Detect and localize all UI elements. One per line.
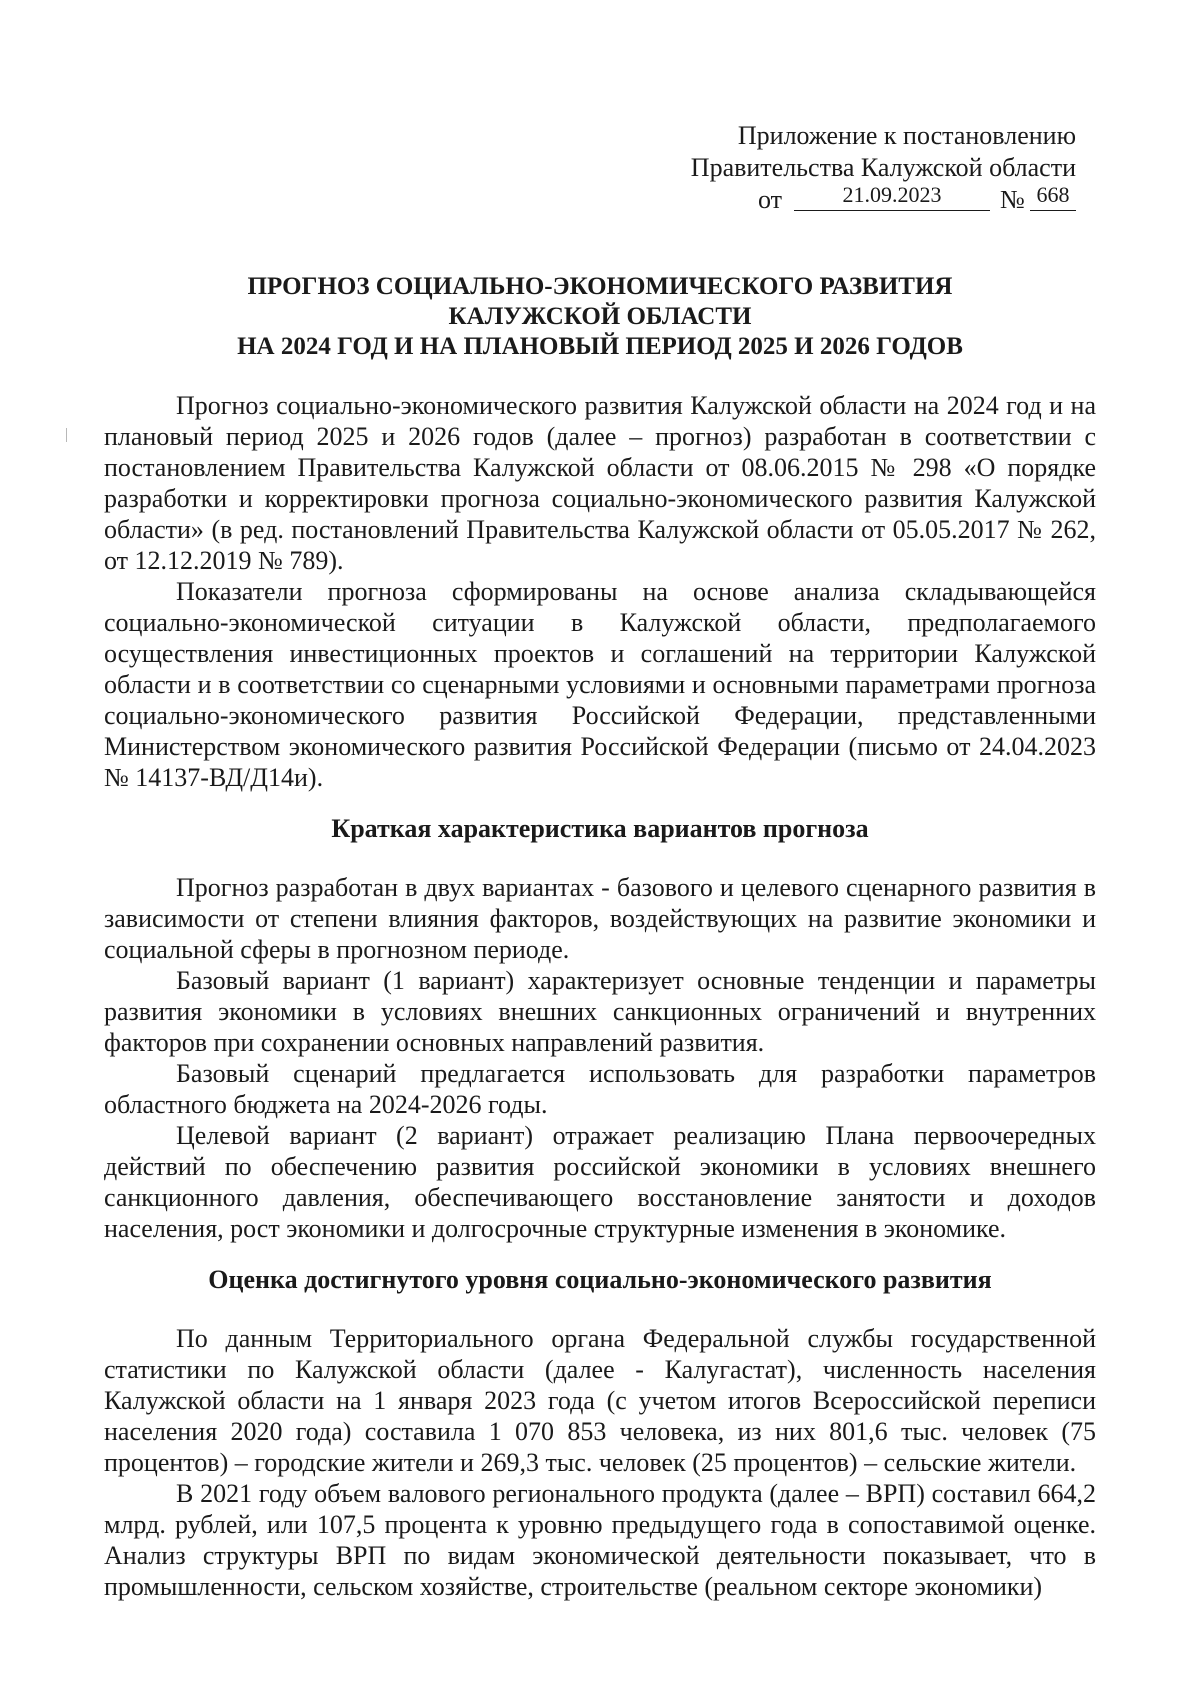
appendix-header: [691, 120, 1076, 216]
document-body: [104, 390, 1096, 1602]
title-line-1: ПРОГНОЗ СОЦИАЛЬНО-ЭКОНОМИЧЕСКОГО РАЗВИТИЯ: [247, 273, 953, 300]
decree-date: 21.09.2023: [794, 180, 990, 211]
appendix-line-2: Правительства Калужской области: [690, 153, 1076, 182]
title-line-2: КАЛУЖСКОЙ ОБЛАСТИ: [448, 303, 752, 330]
variants-paragraph-2: Базовый вариант (1 вариант) характеризует основные тенденции и параметры развития экономики в условиях внешних санкционных ограничений и внутренних факторов при сохранении основных направлений развития.: [104, 966, 1096, 1057]
assessment-paragraph-1: По данным Территориального органа Федеральной службы государственной статистики по Калужской области (далее - Калугастат), численность населения Калужской области на 1 января 2023 года (с учетом итогов Всероссийской переписи населения 2020 года) составила 1 070 853 человека, из них 801,6 тыс. человек (75 процентов) – городские жители и 269,3 тыс. человек (25 процентов) – сельские жители.: [104, 1324, 1096, 1477]
intro-paragraph-2: Показатели прогноза сформированы на основе анализа складывающейся социально-экономической ситуации в Калужской области, предполагаемого осуществления инвестиционных проектов и соглашений на территории Калужской области и в соответствии со сценарными условиями и основными параметрами прогноза социально-экономического развития Российской Федерации, представленными Министерством экономического развития Российской Федерации (письмо от 24.04.2023 № 14137-ВД/Д14и).: [104, 577, 1096, 792]
section-heading-assessment: Оценка достигнутого уровня социально-экономического развития: [208, 1265, 992, 1294]
scan-margin-mark: [66, 428, 67, 442]
document-title: [100, 272, 1100, 362]
title-line-3: НА 2024 ГОД И НА ПЛАНОВЫЙ ПЕРИОД 2025 И 2026 ГОДОВ: [237, 333, 963, 360]
variants-paragraph-4: Целевой вариант (2 вариант) отражает реализацию Плана первоочередных действий по обеспечению развития российской экономики в условиях внешнего санкционного давления, обеспечивающего восстановление занятости и доходов населения, рост экономики и долгосрочные структурные изменения в экономике.: [104, 1121, 1096, 1243]
assessment-paragraph-2: В 2021 году объем валового регионального продукта (далее – ВРП) составил 664,2 млрд. рублей, или 107,5 процента к уровню предыдущего года в сопоставимой оценке. Анализ структуры ВРП по видам экономической деятельности показывает, что в промышленности, сельском хозяйстве, строительстве (реальном секторе экономики): [104, 1479, 1096, 1601]
section-heading-variants: Краткая характеристика вариантов прогноза: [331, 814, 869, 843]
appendix-line-1: Приложение к постановлению: [737, 121, 1076, 150]
variants-paragraph-3: Базовый сценарий предлагается использовать для разработки параметров областного бюджета на 2024-2026 годы.: [104, 1059, 1096, 1119]
from-label: от: [758, 185, 783, 214]
variants-paragraph-1: Прогноз разработан в двух вариантах - базового и целевого сценарного развития в зависимости от степени влияния факторов, воздействующих на развитие экономики и социальной сферы в прогнозном периоде.: [104, 873, 1096, 964]
number-label: №: [1000, 185, 1025, 214]
decree-number: 668: [1030, 180, 1076, 211]
appendix-date-line: [746, 184, 1076, 216]
intro-paragraph-1: Прогноз социально-экономического развития Калужской области на 2024 год и на плановый период 2025 и 2026 годов (далее – прогноз) разработан в соответствии с постановлением Правительства Калужской области от 08.06.2015 № 298 «О порядке разработки и корректировки прогноза социально-экономического развития Калужской области» (в ред. постановлений Правительства Калужской области от 05.05.2017 № 262, от 12.12.2019 № 789).: [104, 391, 1096, 575]
